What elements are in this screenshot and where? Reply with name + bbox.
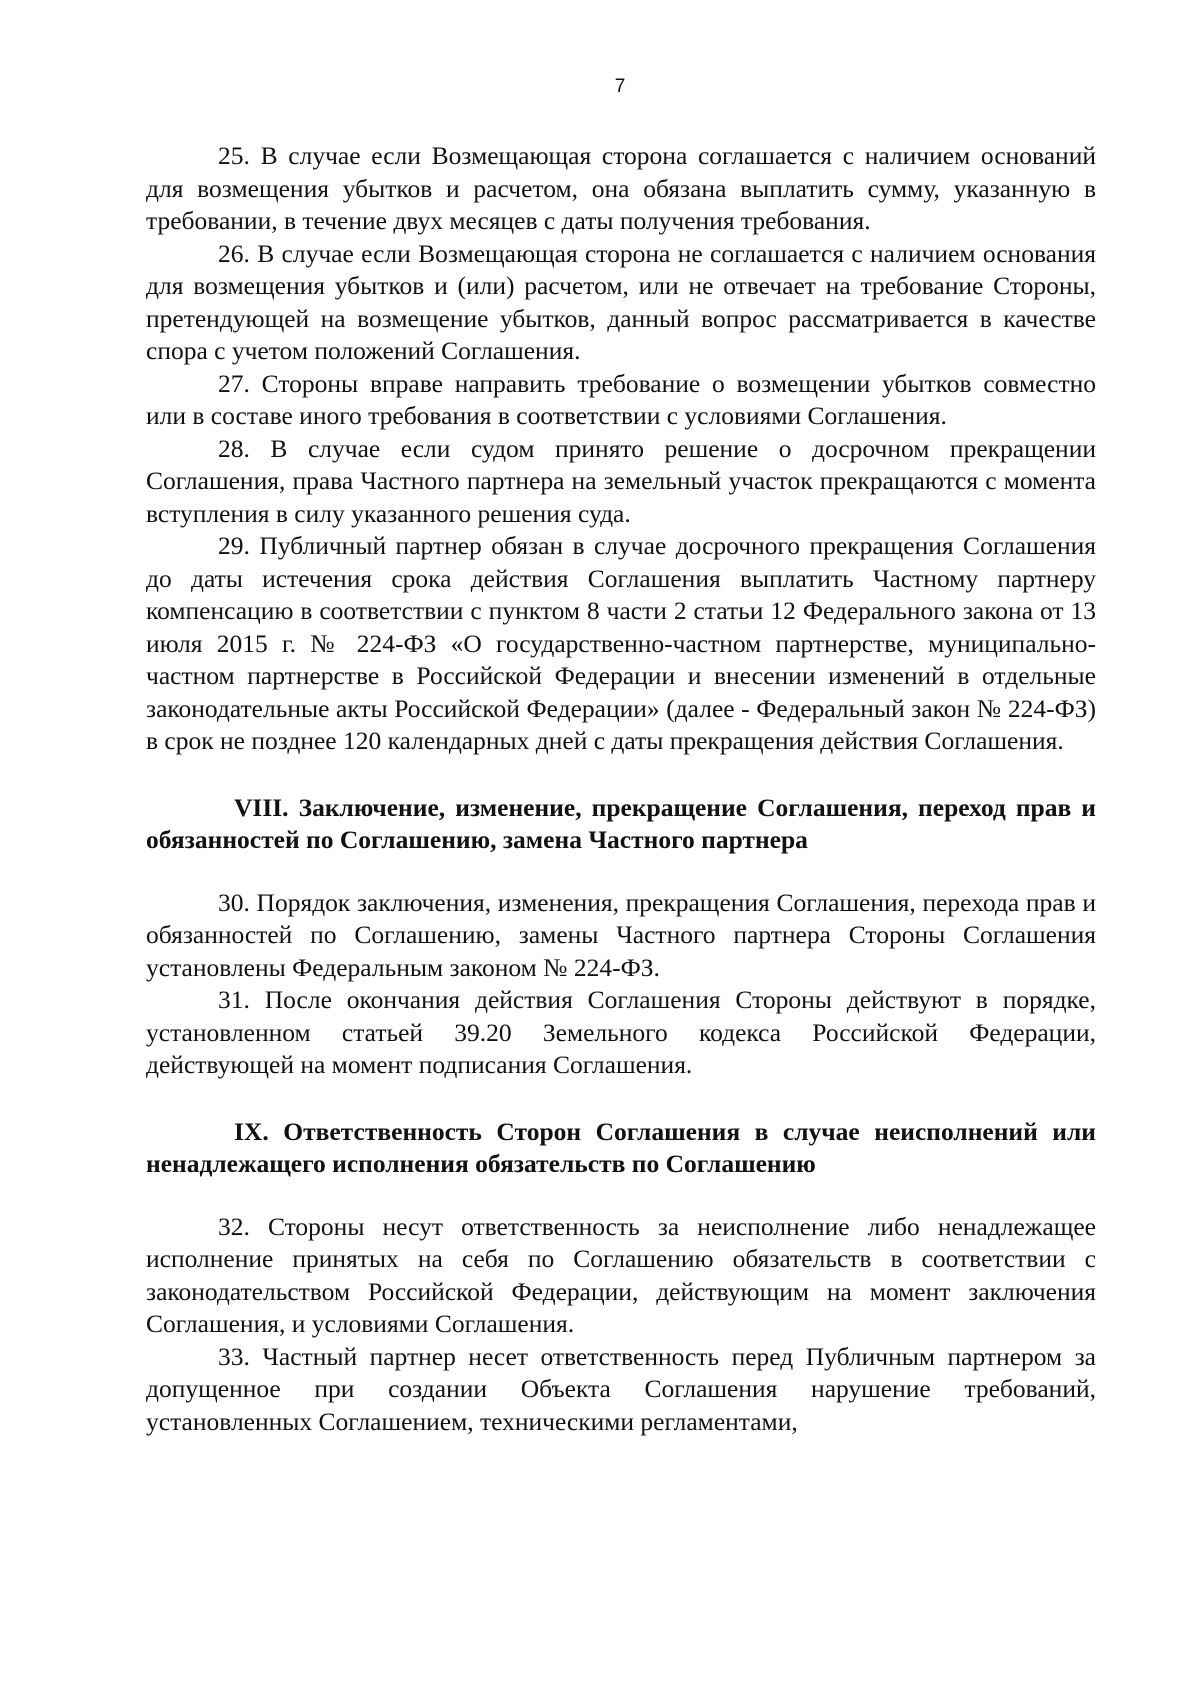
paragraph-26: 26. В случае если Возмещающая сторона не соглашается с наличием основания для возмещения убытков и (или) расчетом, или не отвечает на требование Стороны, претендующей на возмещение убытков, данный вопрос рассматривается в качестве спора с учетом положений Соглашения.	[146, 238, 1096, 365]
paragraph-31: 31. После окончания действия Соглашения Стороны действуют в порядке, установленном статьей 39.20 Земельного кодекса Российской Федерации, действующей на момент подписания Соглашения.	[146, 985, 1096, 1079]
section-heading-ix: IX. Ответственность Сторон Соглашения в случае неисполнений или ненадлежащего исполнения обязательств по Соглашению	[146, 1116, 1096, 1178]
document-body	[146, 140, 1096, 1438]
paragraph-27: 27. Стороны вправе направить требование о возмещении убытков совместно или в составе иного требования в соответствии с условиями Соглашения.	[146, 368, 1096, 430]
paragraph-28: 28. В случае если судом принято решение о досрочном прекращении Соглашения, права Частного партнера на земельный участок прекращаются с момента вступления в силу указанного решения суда.	[146, 433, 1096, 528]
paragraph-29: 29. Публичный партнер обязан в случае досрочного прекращения Соглашения до даты истечения срока действия Соглашения выплатить Частному партнеру компенсацию в соответствии с пунктом 8 части 2 статьи 12 Федерального закона от 13 июля 2015 г. № 224-ФЗ «О государственно-частном партнерстве, муниципально-частном партнерстве в Российской Федерации и внесении изменений в отдельные законодательные акты Российской Федерации» (далее - Федеральный закон № 224-ФЗ) в срок не позднее 120 календарных дней с даты прекращения действия Соглашения.	[146, 531, 1096, 755]
paragraph-30: 30. Порядок заключения, изменения, прекращения Соглашения, перехода прав и обязанностей по Соглашению, замены Частного партнера Стороны Соглашения установлены Федеральным законом № 224-ФЗ.	[146, 887, 1096, 982]
section-heading-viii: VIII. Заключение, изменение, прекращение Соглашения, переход прав и обязанностей по Соглашению, замена Частного партнера	[146, 792, 1096, 854]
paragraph-33: 33. Частный партнер несет ответственность перед Публичным партнером за допущенное при создании Объекта Соглашения нарушение требований, установленных Соглашением, техническими регламентами,	[146, 1341, 1096, 1436]
paragraph-32: 32. Стороны несут ответственность за неисполнение либо ненадлежащее исполнение принятых на себя по Соглашению обязательств в соответствии с законодательством Российской Федерации, действующим на момент заключения Соглашения, и условиями Соглашения.	[146, 1211, 1096, 1338]
paragraph-25: 25. В случае если Возмещающая сторона соглашается с наличием оснований для возмещения убытков и расчетом, она обязана выплатить сумму, указанную в требовании, в течение двух месяцев с даты получения требования.	[146, 141, 1096, 235]
page-number: 7	[614, 76, 626, 97]
